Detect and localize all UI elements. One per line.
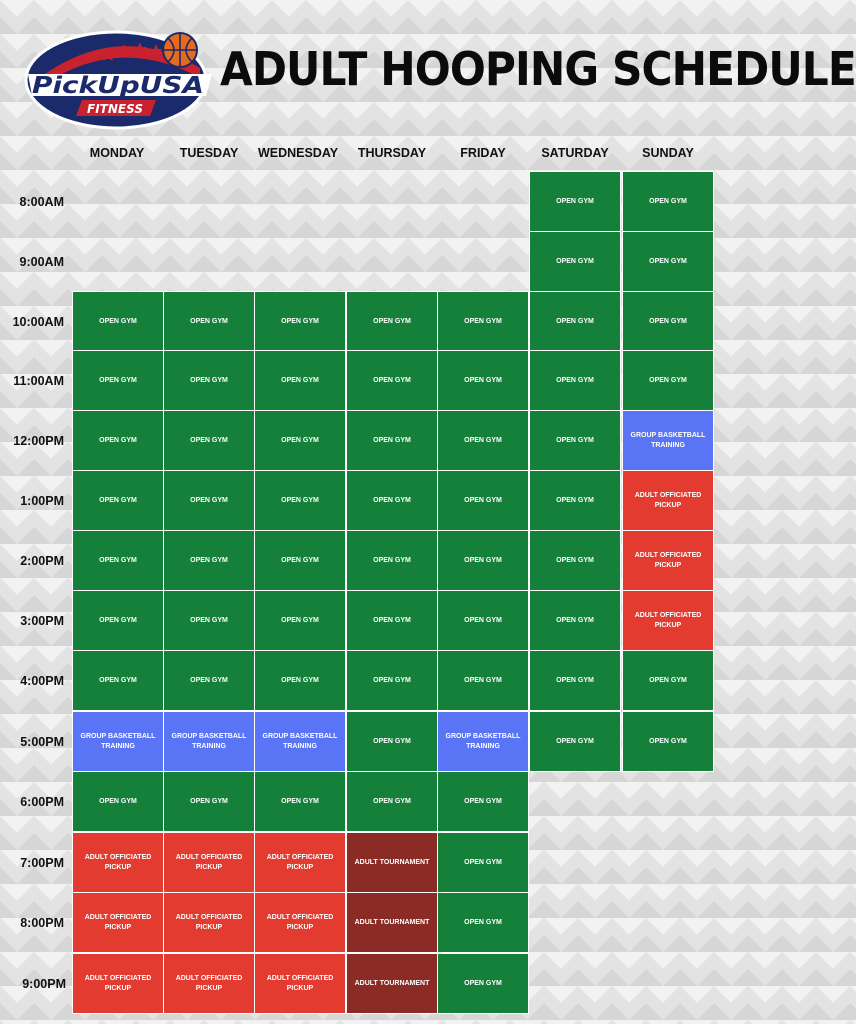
- schedule-cell-open: OPEN GYM: [437, 410, 529, 471]
- schedule-cell-group: GROUP BASKETBALL TRAINING: [163, 711, 255, 772]
- time-label: 9:00AM: [19, 254, 64, 269]
- schedule-cell-open: OPEN GYM: [529, 171, 621, 232]
- schedule-cell-open: OPEN GYM: [437, 953, 529, 1014]
- pickupusa-fitness-logo: [24, 28, 216, 130]
- schedule-cell-open: OPEN GYM: [346, 711, 438, 772]
- schedule-cell-pickup: ADULT OFFICIATED PICKUP: [163, 892, 255, 953]
- schedule-cell-open: OPEN GYM: [529, 711, 621, 772]
- day-header-tuesday: TUESDAY: [179, 146, 239, 160]
- schedule-cell-open: OPEN GYM: [346, 410, 438, 471]
- schedule-cell-pickup: ADULT OFFICIATED PICKUP: [254, 832, 346, 893]
- schedule-cell-tournament: ADULT TOURNAMENT: [346, 892, 438, 953]
- schedule-cell-open: OPEN GYM: [72, 470, 164, 531]
- time-label: 8:00PM: [20, 915, 64, 930]
- schedule-cell-open: OPEN GYM: [529, 530, 621, 591]
- schedule-cell-open: OPEN GYM: [346, 530, 438, 591]
- schedule-cell-tournament: ADULT TOURNAMENT: [346, 953, 438, 1014]
- schedule-cell-open: OPEN GYM: [346, 590, 438, 651]
- schedule-cell-open: OPEN GYM: [437, 590, 529, 651]
- day-header-monday: MONDAY: [89, 146, 145, 160]
- schedule-cell-pickup: ADULT OFFICIATED PICKUP: [72, 832, 164, 893]
- logo-wordmark: PickUpUSA: [32, 73, 204, 99]
- schedule-cell-open: OPEN GYM: [254, 590, 346, 651]
- schedule-cell-open: OPEN GYM: [72, 410, 164, 471]
- schedule-cell-group: GROUP BASKETBALL TRAINING: [254, 711, 346, 772]
- page-title: ADULT HOOPING SCHEDULE: [220, 42, 856, 96]
- time-label: 5:00PM: [20, 734, 64, 749]
- schedule-cell-open: OPEN GYM: [72, 350, 164, 411]
- time-label: 2:00PM: [20, 553, 64, 568]
- time-label: 6:00PM: [20, 794, 64, 809]
- schedule-cell-pickup: ADULT OFFICIATED PICKUP: [72, 953, 164, 1014]
- schedule-cell-pickup: ADULT OFFICIATED PICKUP: [622, 470, 714, 531]
- schedule-cell-open: OPEN GYM: [254, 291, 346, 352]
- schedule-cell-open: OPEN GYM: [622, 291, 714, 352]
- schedule-cell-open: OPEN GYM: [622, 650, 714, 711]
- schedule-cell-open: OPEN GYM: [529, 410, 621, 471]
- time-label: 10:00AM: [12, 314, 64, 329]
- schedule-cell-pickup: ADULT OFFICIATED PICKUP: [622, 530, 714, 591]
- schedule-cell-open: OPEN GYM: [163, 291, 255, 352]
- schedule-cell-open: OPEN GYM: [437, 291, 529, 352]
- schedule-cell-open: OPEN GYM: [437, 771, 529, 832]
- day-header-thursday: THURSDAY: [357, 146, 427, 160]
- schedule-cell-open: OPEN GYM: [254, 771, 346, 832]
- schedule-cell-open: OPEN GYM: [254, 410, 346, 471]
- schedule-cell-pickup: ADULT OFFICIATED PICKUP: [254, 953, 346, 1014]
- schedule-cell-open: OPEN GYM: [622, 711, 714, 772]
- schedule-cell-open: OPEN GYM: [346, 350, 438, 411]
- schedule-cell-open: OPEN GYM: [163, 350, 255, 411]
- schedule-cell-pickup: ADULT OFFICIATED PICKUP: [163, 953, 255, 1014]
- day-header-wednesday: WEDNESDAY: [257, 146, 339, 160]
- schedule-cell-tournament: ADULT TOURNAMENT: [346, 832, 438, 893]
- schedule-cell-pickup: ADULT OFFICIATED PICKUP: [163, 832, 255, 893]
- day-header-saturday: SATURDAY: [541, 146, 609, 160]
- time-label: 3:00PM: [20, 613, 64, 628]
- schedule-cell-open: OPEN GYM: [346, 291, 438, 352]
- time-label: 7:00PM: [20, 855, 64, 870]
- schedule-cell-open: OPEN GYM: [622, 171, 714, 232]
- schedule-cell-open: OPEN GYM: [529, 590, 621, 651]
- time-label: 12:00PM: [13, 433, 64, 448]
- time-label: 4:00PM: [20, 673, 64, 688]
- time-label: 8:00AM: [19, 194, 64, 209]
- schedule-cell-group: GROUP BASKETBALL TRAINING: [437, 711, 529, 772]
- schedule-cell-open: OPEN GYM: [163, 590, 255, 651]
- schedule-cell-open: OPEN GYM: [529, 650, 621, 711]
- logo-subtext: FITNESS: [87, 102, 143, 116]
- schedule-cell-open: OPEN GYM: [163, 530, 255, 591]
- schedule-cell-group: GROUP BASKETBALL TRAINING: [72, 711, 164, 772]
- schedule-cell-open: OPEN GYM: [254, 530, 346, 591]
- time-label: 9:00PM: [22, 976, 66, 991]
- schedule-cell-open: OPEN GYM: [529, 350, 621, 411]
- schedule-cell-open: OPEN GYM: [437, 650, 529, 711]
- schedule-cell-open: OPEN GYM: [254, 650, 346, 711]
- schedule-cell-open: OPEN GYM: [72, 590, 164, 651]
- schedule-cell-open: OPEN GYM: [529, 470, 621, 531]
- time-label: 1:00PM: [20, 493, 64, 508]
- schedule-cell-open: OPEN GYM: [254, 470, 346, 531]
- schedule-cell-open: OPEN GYM: [622, 350, 714, 411]
- schedule-cell-open: OPEN GYM: [346, 470, 438, 531]
- schedule-cell-open: OPEN GYM: [254, 350, 346, 411]
- schedule-cell-open: OPEN GYM: [529, 231, 621, 292]
- logo-registered-mark: ®: [178, 97, 190, 111]
- schedule-cell-open: OPEN GYM: [346, 650, 438, 711]
- schedule-cell-pickup: ADULT OFFICIATED PICKUP: [254, 892, 346, 953]
- schedule-cell-open: OPEN GYM: [163, 650, 255, 711]
- schedule-cell-open: OPEN GYM: [437, 530, 529, 591]
- schedule-cell-open: OPEN GYM: [72, 291, 164, 352]
- schedule-cell-open: OPEN GYM: [346, 771, 438, 832]
- schedule-cell-pickup: ADULT OFFICIATED PICKUP: [622, 590, 714, 651]
- schedule-cell-open: OPEN GYM: [437, 350, 529, 411]
- schedule-cell-open: OPEN GYM: [437, 832, 529, 893]
- day-header-sunday: SUNDAY: [642, 146, 694, 160]
- schedule-cell-open: OPEN GYM: [437, 470, 529, 531]
- schedule-cell-open: OPEN GYM: [72, 650, 164, 711]
- schedule-cell-open: OPEN GYM: [529, 291, 621, 352]
- schedule-cell-open: OPEN GYM: [72, 771, 164, 832]
- schedule-cell-open: OPEN GYM: [163, 771, 255, 832]
- time-label: 11:00AM: [13, 373, 64, 388]
- schedule-cell-open: OPEN GYM: [622, 231, 714, 292]
- schedule-cell-open: OPEN GYM: [437, 892, 529, 953]
- schedule-cell-pickup: ADULT OFFICIATED PICKUP: [72, 892, 164, 953]
- schedule-cell-open: OPEN GYM: [163, 470, 255, 531]
- day-header-friday: FRIDAY: [460, 146, 506, 160]
- schedule-cell-open: OPEN GYM: [72, 530, 164, 591]
- schedule-cell-group: GROUP BASKETBALL TRAINING: [622, 410, 714, 471]
- schedule-cell-open: OPEN GYM: [163, 410, 255, 471]
